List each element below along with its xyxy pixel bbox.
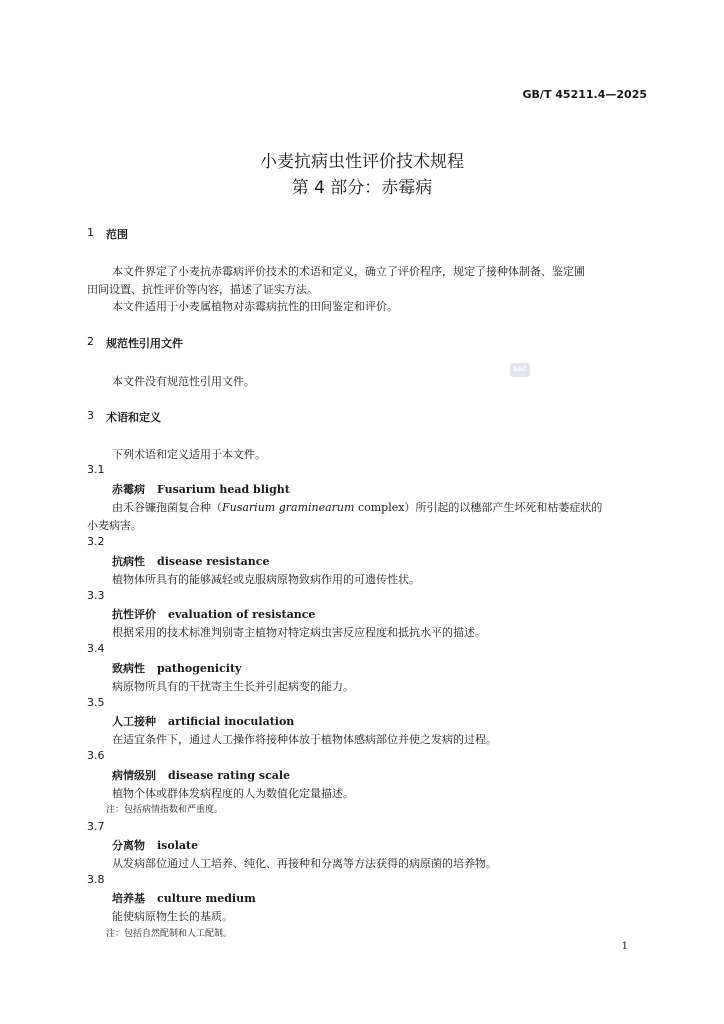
term-number: 3.4 [87, 642, 105, 655]
section-title-normative-refs: 规范性引用文件 [106, 337, 183, 350]
term-definition-cont: 小麦病害。 [87, 519, 142, 532]
term-zh: 致病性 [112, 662, 145, 675]
scope-applicability: 本文件适用于小麦属植物对赤霉病抗性的田间鉴定和评价。 [112, 300, 398, 313]
page-number: 1 [621, 941, 628, 952]
definition-text: 由禾谷镰孢菌复合种（ [112, 501, 222, 514]
section-number: 2 [87, 335, 94, 348]
term-heading [112, 837, 198, 853]
term-en: pathogenicity [157, 662, 242, 675]
term-definition: 根据采用的技术标准判别寄主植物对特定病虫害反应程度和抵抗水平的描述。 [112, 626, 486, 639]
term-zh: 抗病性 [112, 555, 145, 568]
term-number: 3.5 [87, 696, 105, 709]
term-heading [112, 713, 294, 729]
section-number: 3 [87, 409, 94, 422]
term-zh: 培养基 [112, 892, 145, 905]
term-definition [112, 499, 602, 515]
terms-intro: 下列术语和定义适用于本文件。 [112, 448, 266, 461]
term-number: 3.6 [87, 749, 105, 762]
term-number: 3.3 [87, 589, 105, 602]
term-definition: 能使病原物生长的基质。 [112, 910, 233, 923]
term-en: disease rating scale [168, 769, 291, 782]
definition-text: complex）所引起的以穗部产生坏死和枯萎症状的 [354, 501, 603, 514]
term-en: culture medium [157, 892, 256, 905]
scope-paragraph-cont: 田间设置、抗性评价等内容，描述了证实方法。 [87, 283, 318, 296]
term-note: 注：包括病情指数和严重度。 [106, 805, 224, 815]
term-definition: 在适宜条件下，通过人工操作将接种体放于植物体感病部位并使之发病的过程。 [112, 733, 497, 746]
document-title: 小麦抗病虫性评价技术规程 [260, 152, 464, 172]
term-heading [112, 606, 315, 622]
term-heading [112, 553, 269, 569]
term-definition: 植物个体或群体发病程度的人为数值化定量描述。 [112, 787, 354, 800]
term-number: 3.1 [87, 463, 105, 476]
scope-paragraph: 本文件界定了小麦抗赤霉病评价技术的术语和定义，确立了评价程序，规定了接种体制备、鉴定圃 [112, 265, 585, 278]
term-zh: 赤霉病 [112, 483, 145, 496]
term-zh: 病情级别 [112, 769, 156, 782]
term-zh: 人工接种 [112, 715, 156, 728]
term-heading [112, 660, 241, 676]
term-zh: 分离物 [112, 839, 145, 852]
term-en: Fusarium head blight [157, 483, 290, 496]
term-en: isolate [157, 839, 199, 852]
section-title-scope: 范围 [106, 228, 128, 241]
term-en: artificial inoculation [168, 715, 295, 728]
term-heading [112, 481, 290, 497]
term-en: evaluation of resistance [168, 608, 316, 621]
term-note: 注：包括自然配制和人工配制。 [106, 929, 233, 939]
term-heading [112, 890, 256, 906]
term-zh: 抗性评价 [112, 608, 156, 621]
term-en: disease resistance [157, 555, 270, 568]
term-definition: 病原物所具有的干扰寄主生长并引起病变的能力。 [112, 680, 354, 693]
document-subtitle: 第 4 部分：赤霉病 [291, 178, 433, 198]
definition-species: Fusarium graminearum [222, 501, 355, 514]
term-definition: 从发病部位通过人工培养、纯化、再接种和分离等方法获得的病原菌的培养物。 [112, 857, 497, 870]
term-heading [112, 767, 290, 783]
term-number: 3.8 [87, 873, 105, 886]
term-number: 3.7 [87, 820, 105, 833]
standard-code: GB/T 45211.4—2025 [522, 88, 647, 101]
section-title-terms: 术语和定义 [106, 411, 161, 424]
normative-refs-paragraph: 本文件没有规范性引用文件。 [112, 375, 255, 388]
sac-watermark: SAC [510, 363, 530, 377]
section-number: 1 [87, 226, 94, 239]
term-definition: 植物体所具有的能够减轻或克服病原物致病作用的可遗传性状。 [112, 573, 420, 586]
term-number: 3.2 [87, 535, 105, 548]
